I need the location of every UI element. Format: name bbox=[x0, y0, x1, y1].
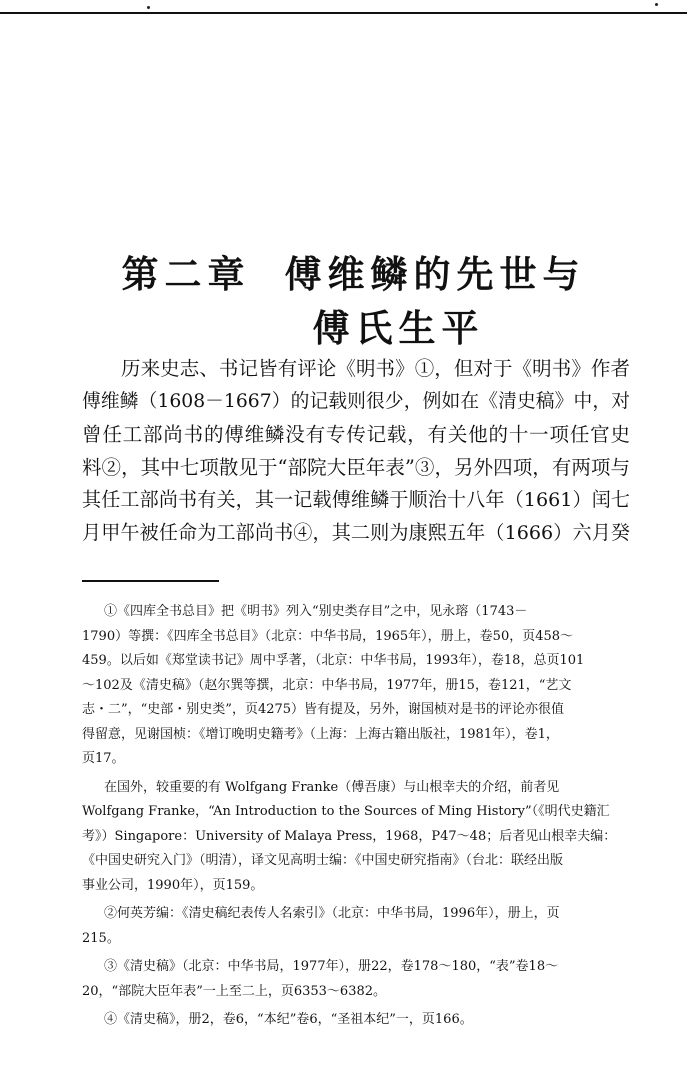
footnotes bbox=[82, 600, 630, 1037]
footnote-2 bbox=[82, 902, 630, 951]
footnote-line: 459。以后如《郑堂读书记》周中孚著，（北京：中华书局，1993年），卷18，总页101 bbox=[82, 653, 585, 668]
footnote-line: 得留意，见谢国桢：《增订晚明史籍考》（上海：上海古籍出版社，1981年），卷1， bbox=[82, 726, 559, 742]
footnote-line: 事业公司，1990年），页159。 bbox=[82, 877, 264, 893]
footnote-3 bbox=[82, 955, 630, 1004]
body-line: 傅维鳞（1608－1667）的记载则很少，例如在《清史稿》中，对 bbox=[82, 391, 630, 412]
body-line: 其任工部尚书有关，其一记载傅维鳞于顺治十八年（1661）闰七 bbox=[82, 489, 630, 511]
body-paragraph bbox=[82, 352, 630, 550]
footnote-4 bbox=[82, 1008, 630, 1033]
footnote-line: 215。 bbox=[82, 930, 120, 946]
footnote-line: 20，“部院大臣年表”一上至二上，页6353～6382。 bbox=[82, 983, 387, 999]
chapter-title-part-1: 傅维鳞的先世与 bbox=[284, 252, 586, 296]
footnote-1-continued bbox=[82, 776, 630, 899]
chapter-title-line-2: 傅氏生平 bbox=[312, 306, 485, 350]
body-line: 历来史志、书记皆有评论《明书》①，但对于《明书》作者 bbox=[121, 357, 630, 380]
body-line: 曾任工部尚书的傅维鳞没有专传记载，有关他的十一项任官史 bbox=[82, 423, 630, 446]
footnote-line: ④《清史稿》，册2，卷6，“本纪”卷6，“圣祖本纪”一，页166。 bbox=[104, 1012, 473, 1027]
top-border-rule bbox=[0, 12, 687, 14]
body-line: 月甲午被任命为工部尚书④，其二则为康熙五年（1666）六月癸 bbox=[82, 522, 630, 544]
footnote-separator bbox=[82, 580, 219, 582]
footnote-line: ②何英芳编：《清史稿纪表传人名索引》（北京：中华书局，1996年），册上，页 bbox=[104, 906, 560, 921]
chapter-number: 第二章 bbox=[121, 252, 251, 296]
footnote-line: 在国外，较重要的有 Wolfgang Franke（傅吾康）与山根幸夫的介绍，前者见 bbox=[104, 779, 560, 795]
footnote-line: 1790）等撰：《四库全书总目》（北京：中华书局，1965年），册上，卷50，页458～ bbox=[82, 628, 574, 644]
footnote-line: ③《清史稿》（北京：中华书局，1977年），册22，卷178～180，“表”卷18～ bbox=[104, 959, 559, 974]
body-line: 料②，其中七项散见于“部院大臣年表”③，另外四项，有两项与 bbox=[82, 456, 630, 479]
footnote-line: 《中国史研究入门》（明清），译文见高明士编：《中国史研究指南》（台北：联经出版 bbox=[82, 853, 564, 868]
speck-mark bbox=[655, 3, 658, 6]
footnote-line: ～102及《清史稿》（赵尔巽等撰，北京：中华书局，1977年，册15，卷121，“艺文 bbox=[82, 677, 572, 693]
chapter-title-line-1 bbox=[0, 252, 687, 296]
footnote-line: 页17。 bbox=[82, 751, 125, 766]
footnote-line: Wolfgang Franke，“An Introduction to the Sources of Ming History”（《明代史籍汇 bbox=[82, 804, 610, 819]
footnote-line: ①《四库全书总目》把《明书》列入“别史类存目”之中，见永瑢（1743－ bbox=[104, 604, 528, 619]
footnote-line: 考》）Singapore：University of Malaya Press，1968，P47～48；后者见山根幸夫编： bbox=[82, 828, 617, 844]
speck-mark bbox=[147, 6, 150, 9]
footnote-line: 志・二”，“史部・别史类”，页4275）皆有提及，另外，谢国桢对是书的评论亦很值 bbox=[82, 702, 565, 717]
footnote-1 bbox=[82, 600, 630, 772]
